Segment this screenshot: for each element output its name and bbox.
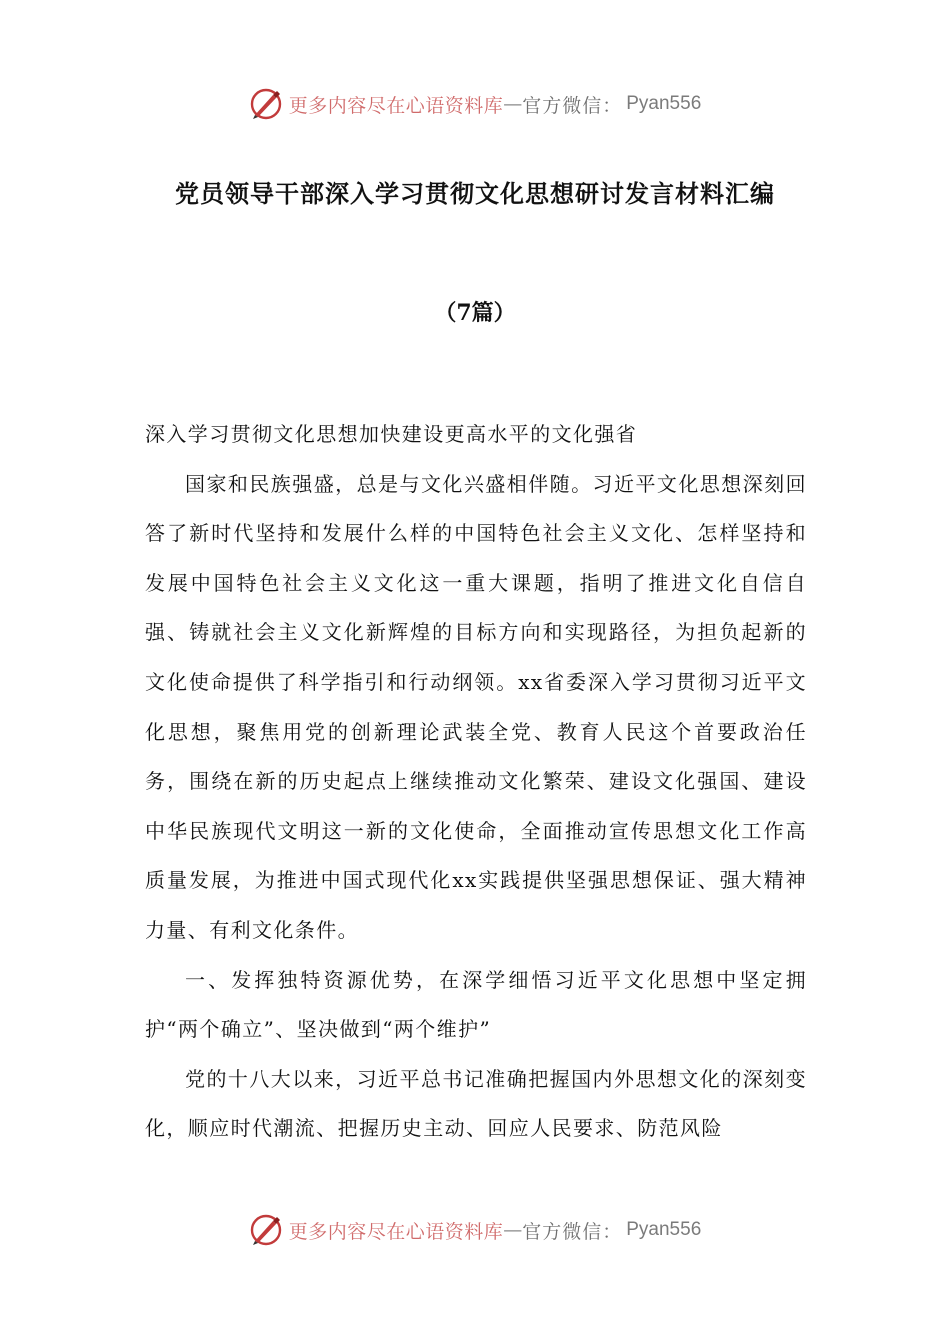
footer-watermark bbox=[0, 1210, 950, 1250]
document-body bbox=[145, 410, 807, 1154]
pen-logo-icon bbox=[249, 1213, 283, 1247]
watermark-wechat-id: Pyan556 bbox=[626, 1219, 702, 1240]
watermark-brand-text: 更多内容尽在心语资料库 bbox=[288, 1220, 504, 1243]
body-paragraph: 国家和民族强盛，总是与文化兴盛相伴随。习近平文化思想深刻回答了新时代坚持和发展什么样的中国特色社会主义文化、怎样坚持和发展中国特色社会主义文化这一重大课题，指明了推进文化自信自强、铸就社会主义文化新辉煌的目标方向和实现路径，为担负起新的文化使命提供了科学指引和行动纲领。xx省委深入学习贯彻习近平文化思想，聚焦用党的创新理论武装全党、教育人民这个首要政治任务，围绕在新的历史起点上继续推动文化繁荣、建设文化强国、建设中华民族现代文明这一新的文化使命，全面推动宣传思想文化工作高质量发展，为推进中国式现代化xx实践提供坚强思想保证、强大精神力量、有利文化条件。 bbox=[145, 471, 807, 942]
watermark-label: 官方微信： bbox=[522, 94, 623, 117]
body-paragraph: 党的十八大以来，习近平总书记准确把握国内外思想文化的深刻变化，顺应时代潮流、把握历史主动、回应人民要求、防范风险 bbox=[145, 1066, 807, 1141]
watermark-wechat-id: Pyan556 bbox=[626, 93, 702, 114]
header-watermark bbox=[0, 84, 950, 124]
document-count: （7篇） bbox=[434, 300, 516, 326]
document-title: 党员领导干部深入学习贯彻文化思想研讨发言材料汇编 bbox=[175, 179, 775, 208]
watermark-brand-text: 更多内容尽在心语资料库 bbox=[288, 94, 504, 117]
section-title: 深入学习贯彻文化思想加快建设更高水平的文化强省 bbox=[145, 422, 638, 446]
watermark-label: 官方微信： bbox=[522, 1220, 623, 1243]
body-paragraph: 一、发挥独特资源优势，在深学细悟习近平文化思想中坚定拥护“两个确立”、坚决做到“两个维护” bbox=[145, 967, 807, 1042]
pen-logo-icon bbox=[249, 87, 283, 121]
watermark-dash: — bbox=[503, 1219, 523, 1241]
watermark-dash: — bbox=[503, 93, 523, 115]
